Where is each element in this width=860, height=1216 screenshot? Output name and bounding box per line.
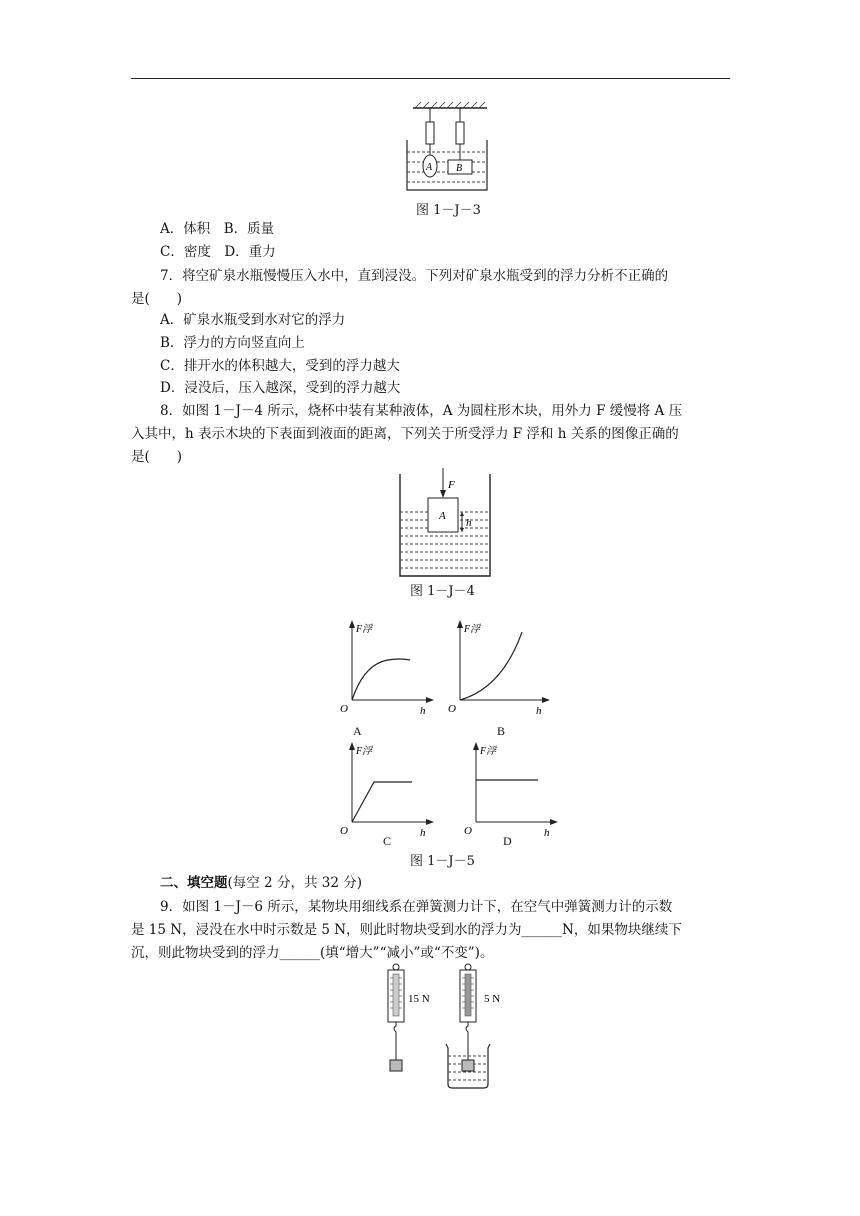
graph-c-y-label: F浮 [356,746,373,757]
q7-stem-line-2: 是( ) [131,291,183,307]
graph-d-label: D [503,834,512,848]
graph-a-label: A [353,724,362,738]
fig4-label-h: h [466,517,472,529]
fig6-reading-air: 15 N [408,993,430,1005]
q9-stem-line-3: 沉，则此物块受到的浮力______(填“增大”“减小”或“不变”)。 [131,945,494,961]
section-2-heading [160,873,362,893]
graph-b-y-label: F浮 [464,624,481,635]
q7-option-b: B．浮力的方向竖直向上 [160,335,305,351]
q7-option-c: C．排开水的体积越大，受到的浮力越大 [160,358,400,374]
graph-c-label: C [383,834,392,848]
q7-stem-line-1: 7．将空矿泉水瓶慢慢压入水中，直到浸没。下列对矿泉水瓶受到的浮力分析不正确的 [160,268,669,284]
graph-b-origin: O [448,703,456,715]
figure-1-j-6 [380,962,520,1094]
q8-stem-line-3: 是( ) [131,449,183,465]
q7-option-a: A．矿泉水瓶受到水对它的浮力 [160,312,346,328]
graph-option-a [338,618,438,718]
graph-option-c [338,740,438,840]
figure-1-j-4-caption: 图 1－J－4 [410,584,475,599]
section-2-title: 二、填空题 [160,875,228,891]
graph-d-origin: O [464,825,472,837]
figure-1-j-4 [396,468,496,580]
q9-stem-line-1: 9．如图 1－J－6 所示，某物块用细线系在弹簧测力计下，在空气中弹簧测力计的示数 [160,899,673,915]
q6-option-cd: C．密度 D．重力 [160,244,276,260]
graph-b-x-label: h [536,705,542,717]
q8-stem-line-2: 入其中，h 表示木块的下表面到液面的距离，下列关于所受浮力 F 浮和 h 关系的图像正确的 [131,426,679,442]
graph-c-origin: O [340,825,348,837]
q8-stem-line-1: 8．如图 1－J－4 所示，烧杯中装有某种液体，A 为圆柱形木块，用外力 F 缓慢将 A 压 [160,403,683,419]
graph-c-x-label: h [420,827,426,839]
graph-a-x-label: h [420,705,426,717]
q7-option-d: D．浸没后，压入越深，受到的浮力越大 [160,380,401,396]
graph-option-d [462,740,562,840]
figure-1-j-5-caption: 图 1－J－5 [410,854,475,869]
fig4-label-f: F [448,479,455,491]
fig4-label-a: A [439,510,446,522]
graph-d-x-label: h [544,827,550,839]
section-2-note: (每空 2 分，共 32 分) [227,875,362,891]
graph-a-origin: O [340,703,348,715]
fig3-label-b: B [456,163,463,174]
figure-1-j-3-caption: 图 1－J－3 [416,203,481,218]
figure-1-j-3 [403,100,493,196]
top-rule [131,78,730,79]
q9-stem-line-2: 是 15 N，浸没在水中时示数是 5 N，则此时物块受到水的浮力为______N，如果物块继续下 [131,922,682,938]
graph-d-y-label: F浮 [480,746,497,757]
fig3-label-a: A [426,162,433,173]
graph-b-label: B [497,724,506,738]
fig6-reading-water: 5 N [484,993,501,1005]
q6-option-ab: A．体积 B．质量 [160,221,275,237]
graph-a-y-label: F浮 [356,624,373,635]
graph-option-b [446,618,556,718]
